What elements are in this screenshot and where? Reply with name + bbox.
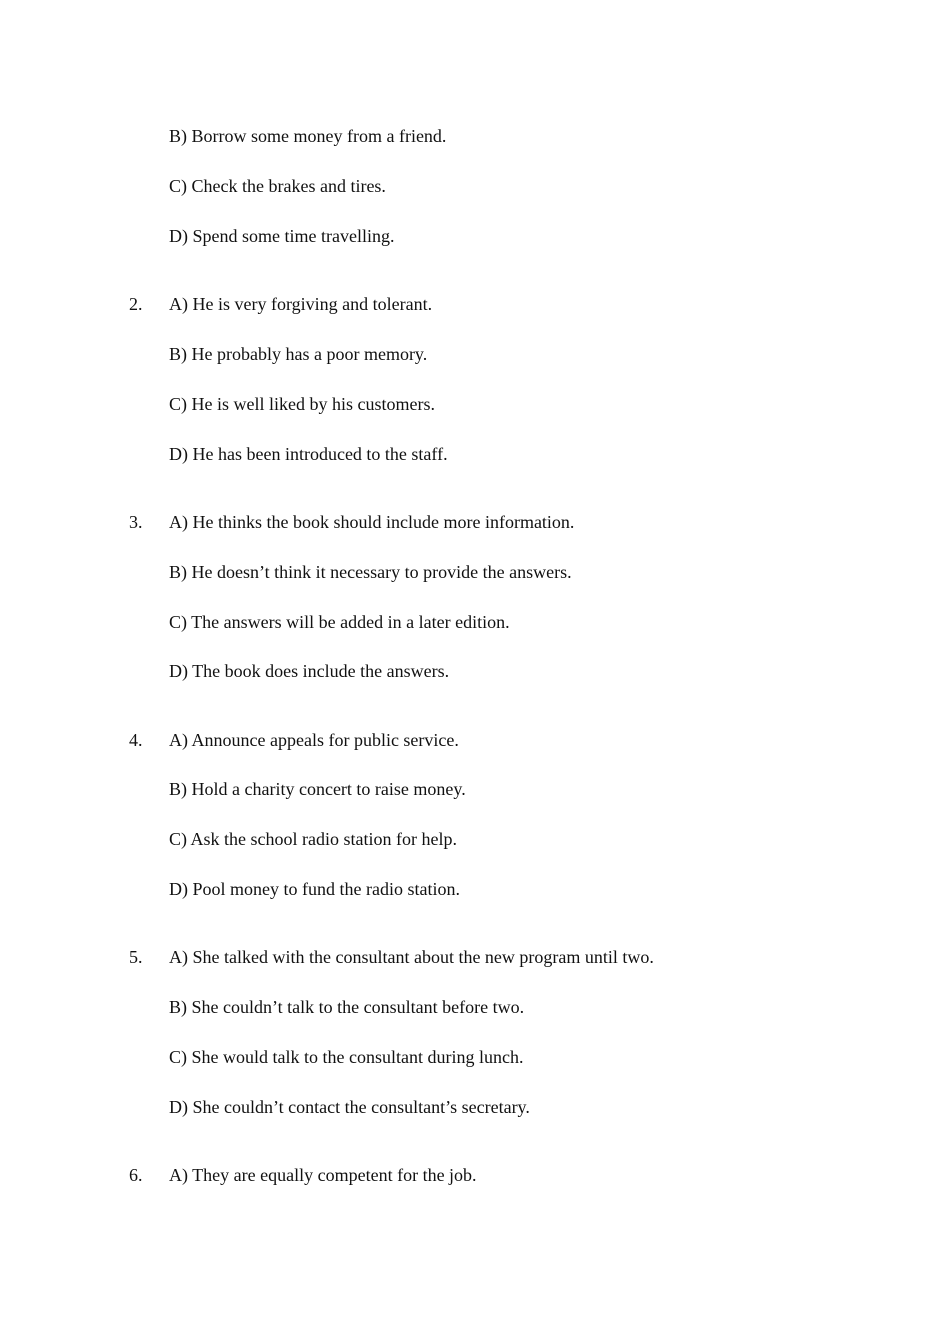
question-number: 4.: [129, 730, 143, 750]
option-text: C) Check the brakes and tires.: [169, 176, 386, 196]
option-text: D) He has been introduced to the staff.: [169, 444, 448, 464]
option-text: A) He thinks the book should include more information.: [169, 512, 575, 532]
question-number: 2.: [129, 294, 143, 314]
option-text: B) Borrow some money from a friend.: [169, 126, 447, 146]
option-text: D) Pool money to fund the radio station.: [169, 879, 460, 899]
option-text: C) She would talk to the consultant during lunch.: [169, 1047, 524, 1067]
option-text: D) Spend some time travelling.: [169, 226, 395, 246]
question-number: 3.: [129, 512, 143, 532]
option-text: C) The answers will be added in a later edition.: [169, 612, 510, 632]
option-text: B) He doesn’t think it necessary to provide the answers.: [169, 562, 572, 582]
option-text: A) Announce appeals for public service.: [169, 730, 459, 750]
option-text: C) Ask the school radio station for help.: [169, 829, 457, 849]
option-text: D) She couldn’t contact the consultant’s secretary.: [169, 1097, 530, 1117]
question-number: 5.: [129, 947, 143, 967]
option-text: D) The book does include the answers.: [169, 661, 450, 681]
option-text: A) He is very forgiving and tolerant.: [169, 294, 433, 314]
question-number: 6.: [129, 1165, 143, 1185]
option-text: A) She talked with the consultant about the new program until two.: [169, 947, 654, 967]
option-text: C) He is well liked by his customers.: [169, 394, 435, 414]
option-text: A) They are equally competent for the job.: [169, 1165, 477, 1185]
option-text: B) He probably has a poor memory.: [169, 344, 428, 364]
option-text: B) Hold a charity concert to raise money.: [169, 779, 466, 799]
option-text: B) She couldn’t talk to the consultant before two.: [169, 997, 525, 1017]
